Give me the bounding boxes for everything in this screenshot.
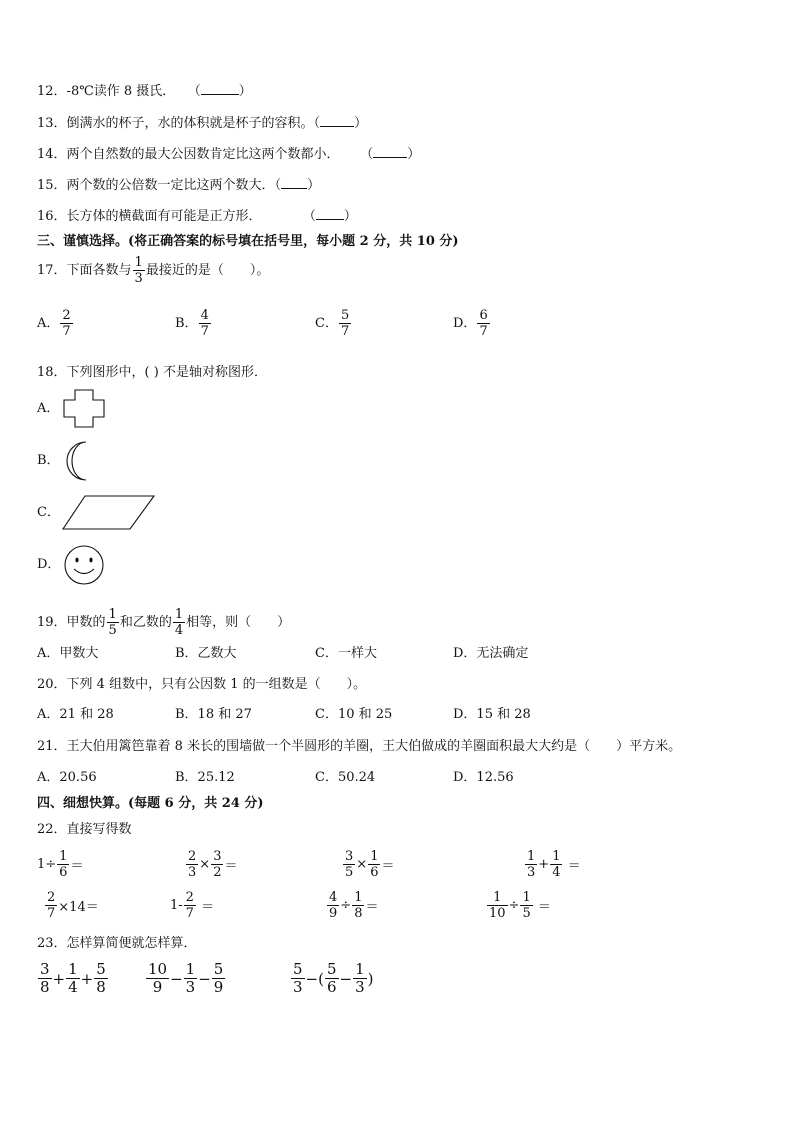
q20-option-d[interactable]: D．15 和 28 [453,707,531,722]
q22-expression: $\frac{2}{7}$ ×14＝ [47,890,99,921]
q22-expression: $\frac{1}{3}$ + $\frac{1}{4}$ ＝ [527,849,581,880]
q20-option-a[interactable]: A．21 和 28 [37,707,114,722]
section-3-heading: 三、谨慎选择。(将正确答案的标号填在括号里，每小题 2 分，共 10 分) [37,234,459,249]
cross-shape-icon [62,389,106,429]
question-15: 15．两个数的公倍数一定比这两个数大．（ ） [37,178,321,193]
q21-option-a[interactable]: A．20.56 [37,770,97,785]
q21-option-d[interactable]: D．12.56 [453,770,514,785]
question-12: 12．-8℃读作 8 摄氏． （ ） [37,84,252,99]
q20-option-c[interactable]: C．10 和 25 [315,707,393,722]
fraction: $\frac{1}{3}$ [134,255,143,286]
q22-expression: $\frac{2}{3}$ × $\frac{3}{2}$ ＝ [188,849,238,880]
q19-option-a[interactable]: A．甲数大 [37,646,99,661]
question-13: 13．倒满水的杯子，水的体积就是杯子的容积。（ ） [37,116,368,131]
q20-option-b[interactable]: B．18 和 27 [175,707,252,722]
q23-expression-1: $\frac{3}{8}$ + $\frac{1}{4}$ + $\frac{5}{8}$ [40,960,106,996]
q22-expression: $\frac{4}{9}$ ÷ $\frac{1}{8}$ ＝ [329,890,379,921]
question-23: 23．怎样算简便就怎样算． [37,936,197,951]
question-16: 16．长方体的横截面有可能是正方形． （ ） [37,209,357,224]
question-22: 22．直接写得数 [37,822,132,837]
q18-option-a-label[interactable]: A． [37,401,60,416]
q18-option-d-label[interactable]: D． [37,557,61,572]
q22-expression: $\frac{1}{10}$ ÷ $\frac{1}{5}$ ＝ [489,890,551,921]
q23-expression-3: $\frac{5}{3}$ −( $\frac{5}{6}$ − $\frac{1}{3}$ ) [293,960,374,996]
q17-option-a[interactable]: A． $\frac{2}{7}$ [37,308,71,339]
question-17: 17．下面各数与 $\frac{1}{3}$ 最接近的是（ ）。 [37,255,270,286]
question-18: 18．下列图形中，( ) 不是轴对称图形． [37,365,267,380]
q22-expression: 1÷ $\frac{1}{6}$ ＝ [37,849,84,880]
question-21: 21．王大伯用篱笆靠着 8 米长的围墙做一个半圆形的羊圈，王大伯做成的羊圈面积最大大约是（ ）平方米。 [37,739,682,754]
question-20: 20．下列 4 组数中，只有公因数 1 的一组数是（ ）。 [37,677,367,692]
parallelogram-icon [60,494,156,532]
crescent-moon-icon [60,440,96,482]
q22-expression: $\frac{3}{5}$ × $\frac{1}{6}$ ＝ [345,849,395,880]
answer-blank[interactable] [320,114,354,127]
q23-expression-2: $\frac{10}{9}$ − $\frac{1}{3}$ − $\frac{5}{9}$ [148,960,224,996]
q17-option-d[interactable]: D． $\frac{6}{7}$ [453,308,488,339]
q19-option-c[interactable]: C．一样大 [315,646,377,661]
q19-option-d[interactable]: D．无法确定 [453,646,529,661]
q18-option-c-label[interactable]: C． [37,505,60,520]
q17-option-b[interactable]: B． $\frac{4}{7}$ [175,308,209,339]
smiley-face-icon [62,544,106,586]
q18-option-b-label[interactable]: B． [37,453,60,468]
q17-option-c[interactable]: C． $\frac{5}{7}$ [315,308,350,339]
answer-blank[interactable] [201,82,239,95]
answer-blank[interactable] [281,176,307,189]
q19-option-b[interactable]: B．乙数大 [175,646,237,661]
q21-option-c[interactable]: C．50.24 [315,770,376,785]
answer-blank[interactable] [316,207,344,220]
question-19: 19．甲数的 $\frac{1}{5}$ 和乙数的 $\frac{1}{4}$ 相等，则（ ） [37,607,291,638]
q22-expression: 1- $\frac{2}{7}$ ＝ [170,890,215,921]
q21-option-b[interactable]: B．25.12 [175,770,235,785]
answer-blank[interactable] [373,145,407,158]
question-14: 14．两个自然数的最大公因数肯定比这两个数都小． （ ） [37,147,421,162]
section-4-heading: 四、细想快算。(每题 6 分，共 24 分) [37,796,264,811]
